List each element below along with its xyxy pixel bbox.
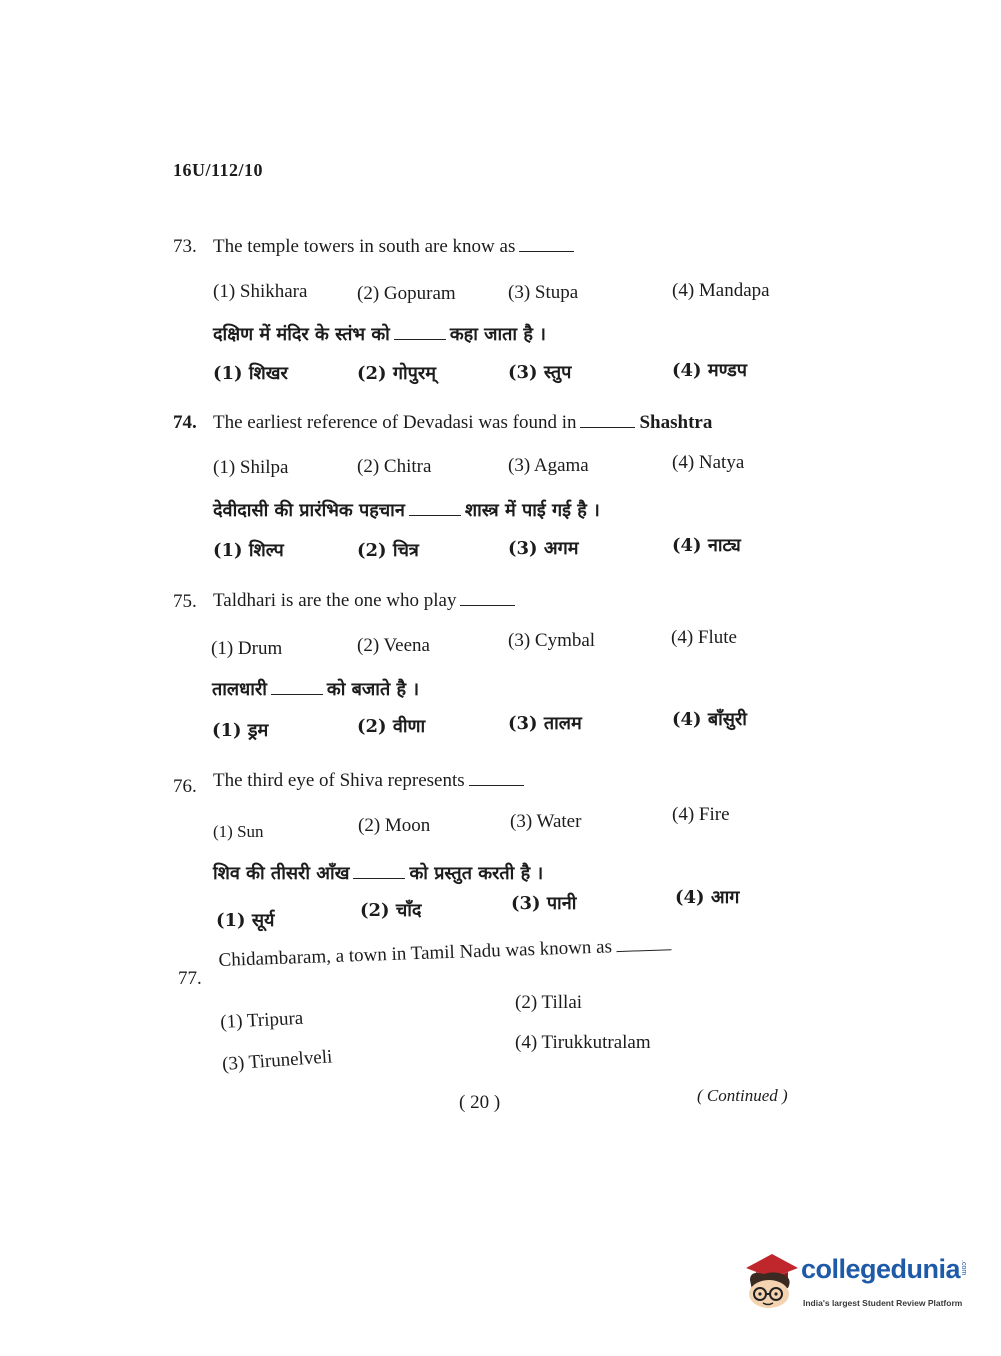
question-text: Taldhari is are the one who play — [213, 590, 519, 612]
answer-blank — [580, 426, 635, 428]
question-number: 74. — [173, 412, 197, 433]
question-number: 76. — [173, 776, 197, 797]
hindi-question-text: शिव की तीसरी आँख को प्रस्तुत करती है । — [213, 863, 544, 884]
question-text: The earliest reference of Devadasi was found in Shashtra — [213, 412, 713, 433]
option-3: (3) Cymbal — [508, 630, 596, 651]
option-4: (4) Tirukkutralam — [515, 1032, 651, 1053]
hindi-option-1: (1) सूर्य — [216, 910, 275, 931]
hindi-option-4: (4) मण्डप — [672, 360, 747, 381]
question-number: 77. — [178, 968, 202, 989]
option-4: (4) Flute — [671, 627, 737, 648]
question-text: The temple towers in south are know as — [213, 236, 578, 258]
answer-blank — [409, 514, 461, 516]
option-1: (1) Shikhara — [213, 281, 308, 302]
option-2: (2) Chitra — [357, 456, 432, 477]
hindi-option-1: (1) शिखर — [213, 363, 288, 384]
question-number: 75. — [173, 591, 197, 612]
question-text: Chidambaram, a town in Tamil Nadu was known as — [218, 934, 675, 972]
hindi-question-text: तालधारी को बजाते है । — [212, 679, 420, 700]
hindi-option-4: (4) नाट्य — [672, 535, 741, 556]
option-1: (1) Tripura — [219, 1007, 304, 1034]
logo-wordmark: collegedunia — [801, 1254, 961, 1284]
student-mascot-icon — [742, 1250, 802, 1312]
hindi-option-3: (3) पानी — [511, 893, 577, 914]
hindi-option-2: (2) वीणा — [357, 716, 426, 737]
hindi-option-2: (2) चित्र — [357, 540, 419, 561]
option-1: (1) Sun — [213, 822, 264, 841]
answer-blank — [519, 250, 574, 252]
option-3: (3) Water — [510, 811, 582, 832]
option-4: (4) Fire — [672, 804, 730, 825]
option-3: (3) Tirunelveli — [221, 1046, 333, 1076]
collegedunia-logo[interactable] — [742, 1250, 972, 1320]
option-2: (2) Gopuram — [357, 283, 456, 304]
option-3: (3) Agama — [508, 455, 589, 476]
hindi-option-2: (2) गोपुरम् — [357, 363, 436, 384]
answer-blank — [394, 338, 446, 340]
hindi-option-2: (2) चाँद — [360, 900, 422, 921]
logo-tagline: India's largest Student Review Platform — [803, 1298, 963, 1308]
hindi-option-3: (3) अगम — [508, 538, 579, 559]
answer-blank — [469, 784, 524, 786]
hindi-option-4: (4) आग — [675, 887, 740, 908]
hindi-option-3: (3) स्तुप — [508, 362, 572, 383]
hindi-option-4: (4) बाँसुरी — [672, 709, 747, 730]
hindi-question-text: दक्षिण में मंदिर के स्तंभ को कहा जाता है । — [213, 324, 546, 345]
option-2: (2) Moon — [358, 815, 431, 836]
option-1: (1) Shilpa — [213, 457, 289, 478]
answer-blank — [271, 693, 323, 695]
answer-blank — [353, 877, 405, 879]
hindi-option-3: (3) तालम — [508, 713, 582, 734]
hindi-question-text: देवीदासी की प्रारंभिक पहचान शास्त्र में पाई गई है । — [213, 500, 600, 521]
page-number: ( 20 ) — [459, 1092, 501, 1113]
hindi-option-1: (1) ड्रम — [212, 720, 269, 741]
hindi-option-1: (1) शिल्प — [213, 540, 284, 561]
logo-domain-suffix: .com — [960, 1260, 967, 1276]
question-number: 73. — [173, 236, 197, 257]
option-3: (3) Stupa — [508, 282, 579, 303]
continued-note: ( Continued ) — [697, 1086, 788, 1105]
paper-code: 16U/112/10 — [173, 160, 264, 180]
option-4: (4) Mandapa — [672, 280, 770, 301]
question-text: The third eye of Shiva represents — [213, 770, 528, 792]
option-1: (1) Drum — [211, 638, 283, 659]
answer-blank — [460, 604, 515, 606]
option-2: (2) Veena — [357, 635, 430, 656]
answer-blank — [616, 948, 671, 952]
option-2: (2) Tillai — [515, 992, 583, 1013]
option-4: (4) Natya — [672, 452, 745, 473]
